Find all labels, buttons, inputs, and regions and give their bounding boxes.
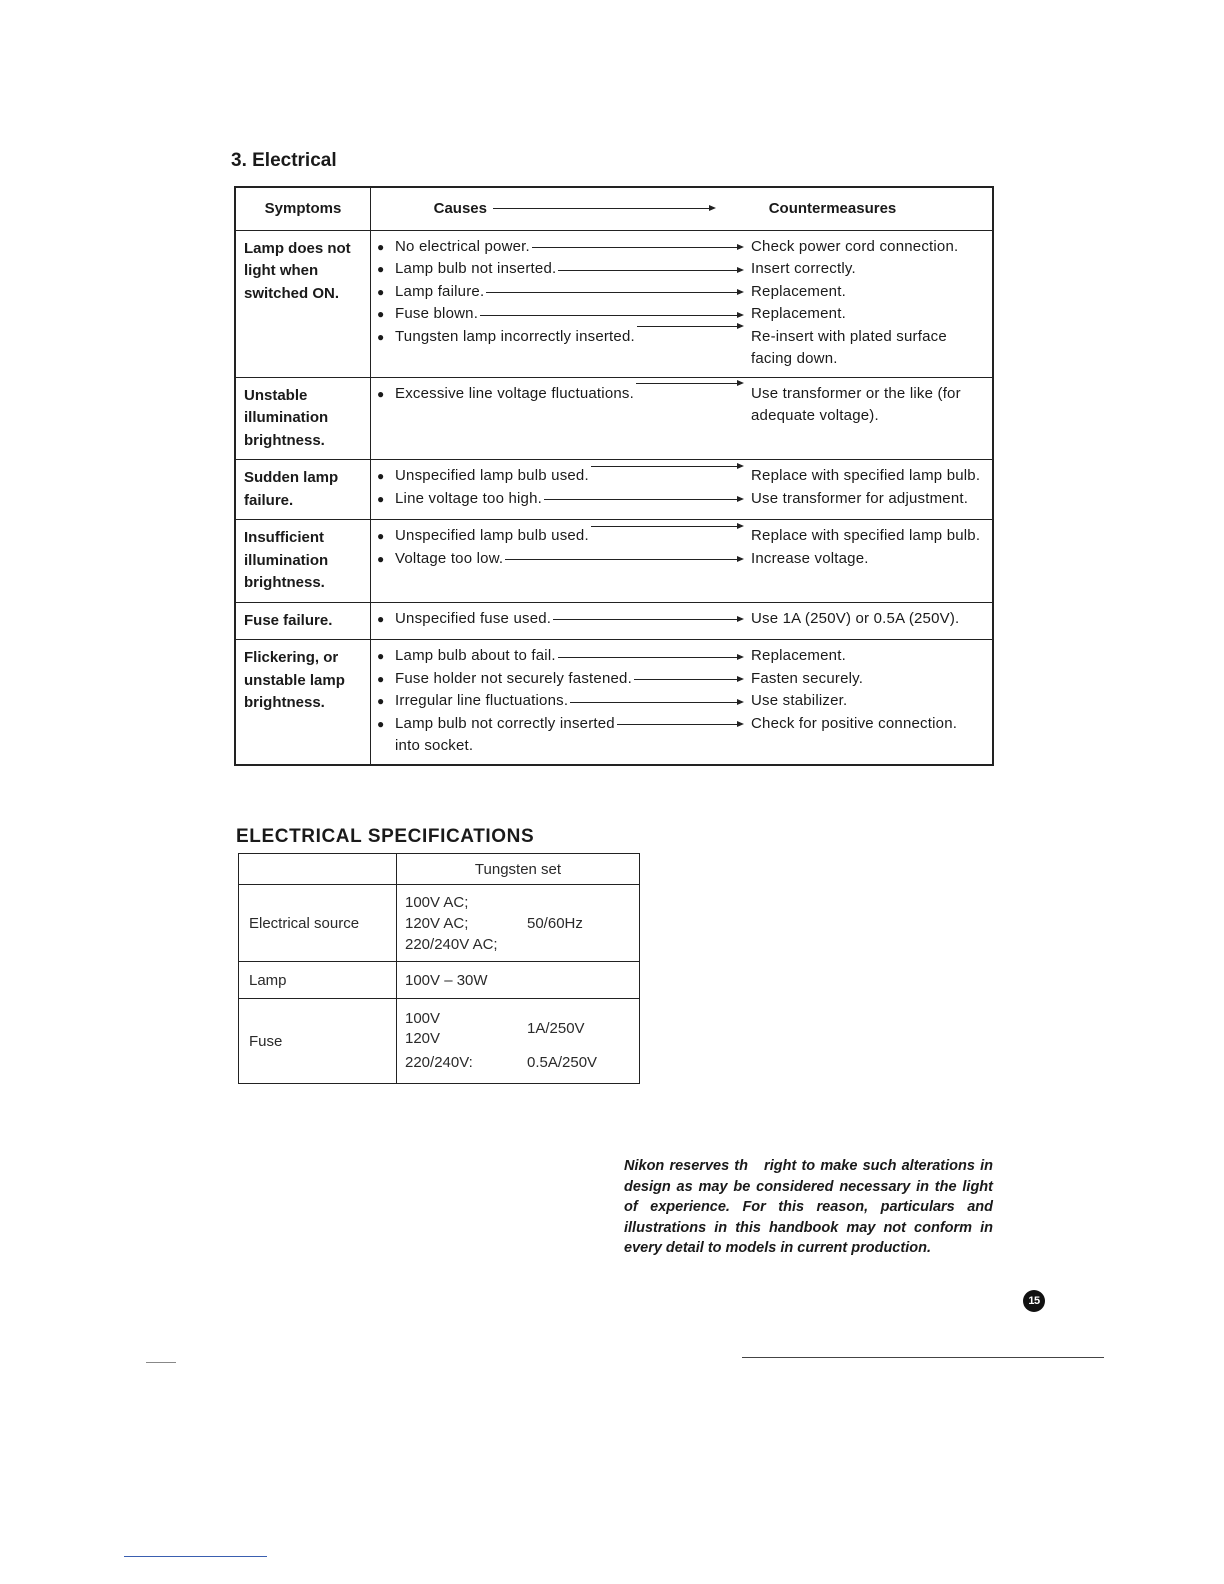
- disclaimer-note: Nikon reserves th  right to make such alterations in design as may be considered necessary in the light of experience. For this reason, particulars and illustrations in this handbook may not conform in every detail to models in current production.: [624, 1158, 993, 1257]
- divider-line: [146, 1362, 176, 1363]
- spec-rating: 0.5A/250V: [527, 1054, 598, 1071]
- cause-measure-item: [377, 281, 986, 304]
- measure-text: Increase voltage.: [751, 549, 869, 567]
- spec-value: 120V AC;: [405, 914, 469, 932]
- cause-text: No electrical power.: [395, 237, 530, 255]
- arrow-icon: [637, 326, 741, 327]
- page-number-badge: 15: [1023, 1290, 1045, 1312]
- specs-column-header: Tungsten set: [474, 860, 562, 878]
- cause-text: Voltage too low.: [395, 549, 504, 567]
- spec-label: Electrical source: [239, 885, 397, 961]
- cause-text: Unspecified lamp bulb used.: [395, 467, 589, 484]
- cause-measure-item: [377, 645, 986, 668]
- bullet-icon: ●: [377, 469, 385, 484]
- bullet-icon: ●: [377, 386, 385, 401]
- arrow-icon: [558, 657, 741, 658]
- causes-header: Causes: [433, 199, 487, 217]
- spec-value: 220/240V:: [405, 1054, 473, 1071]
- divider-line: [742, 1357, 1104, 1358]
- cause-text: into socket.: [395, 737, 474, 754]
- cause-measure-item: [377, 690, 986, 713]
- bullet-icon: ●: [377, 529, 385, 544]
- cause-measure-item: [377, 548, 986, 571]
- symptom: Unstable illumination brightness.: [236, 378, 371, 460]
- arrow-icon: [591, 526, 741, 527]
- specs-row-lamp: [239, 961, 639, 998]
- countermeasures-header: Countermeasures: [768, 199, 897, 217]
- bullet-icon: ●: [377, 491, 385, 506]
- bullet-icon: ●: [377, 671, 385, 686]
- arrow-icon: [591, 466, 741, 467]
- cause-text: Tungsten lamp incorrectly inserted.: [395, 327, 635, 345]
- trouble-row: [236, 230, 992, 377]
- cause-measure-item: [377, 236, 986, 259]
- arrow-icon: [544, 499, 741, 500]
- cause-measure-item: [377, 608, 986, 631]
- symptom: Sudden lamp failure.: [236, 460, 371, 519]
- bullet-icon: ●: [377, 716, 385, 731]
- header-arrow: [493, 208, 713, 209]
- cause-measure-item: [377, 525, 986, 548]
- measure-text: Re-insert with plated surface facing down.: [751, 327, 947, 367]
- arrow-icon: [617, 724, 741, 725]
- bullet-icon: ●: [377, 694, 385, 709]
- bullet-icon: ●: [377, 329, 385, 344]
- bullet-icon: ●: [377, 307, 385, 322]
- specs-title: ELECTRICAL SPECIFICATIONS: [236, 826, 535, 847]
- cause-text: Fuse holder not securely fastened.: [395, 669, 632, 687]
- measure-text: Replace with specified lamp bulb.: [751, 527, 981, 544]
- bullet-icon: ●: [377, 551, 385, 566]
- specs-row-electrical-source: [239, 884, 639, 961]
- arrow-icon: [636, 383, 741, 384]
- spec-frequency: 50/60Hz: [527, 914, 583, 932]
- symptom: Flickering, or unstable lamp brightness.: [236, 640, 371, 764]
- bullet-icon: ●: [377, 649, 385, 664]
- arrow-icon: [486, 292, 741, 293]
- specs-table: [238, 853, 640, 1084]
- symptom: Lamp does not light when switched ON.: [236, 231, 371, 377]
- cause-measure-item: [377, 488, 986, 511]
- measure-text: Fasten securely.: [751, 669, 864, 687]
- measure-text: Check power cord connection.: [751, 237, 959, 255]
- trouble-row: [236, 602, 992, 640]
- measure-text: Use stabilizer.: [751, 692, 848, 709]
- measure-text: Replacement.: [751, 647, 846, 664]
- arrow-icon: [558, 270, 741, 271]
- measure-text: Replacement.: [751, 282, 846, 300]
- spec-value: 100V – 30W: [405, 971, 488, 989]
- cause-text: Fuse blown.: [395, 305, 479, 322]
- cause-text: Lamp bulb not inserted.: [395, 260, 557, 277]
- symptom: Insufficient illumination brightness.: [236, 520, 371, 602]
- cause-continuation: [377, 735, 986, 758]
- cause-text: Unspecified fuse used.: [395, 609, 552, 627]
- cause-measure-item: [377, 465, 986, 488]
- spec-label: Lamp: [239, 962, 397, 998]
- symptoms-header: Symptoms: [236, 188, 371, 230]
- trouble-row: [236, 459, 992, 519]
- spec-value: 120V: [405, 1030, 441, 1047]
- cause-text: Unspecified lamp bulb used.: [395, 527, 589, 544]
- bullet-icon: ●: [377, 239, 385, 254]
- bullet-icon: ●: [377, 262, 385, 277]
- bullet-icon: ●: [377, 284, 385, 299]
- spec-value: 100V AC;: [405, 893, 469, 911]
- spec-label: Fuse: [239, 999, 397, 1083]
- cause-text: Irregular line fluctuations.: [395, 692, 569, 709]
- spec-value: 220/240V AC;: [405, 935, 498, 953]
- spec-value: 100V: [405, 1010, 441, 1027]
- arrow-icon: [532, 247, 741, 248]
- section-title: 3. Electrical: [231, 150, 337, 171]
- cause-measure-item: [377, 668, 986, 691]
- cause-text: Excessive line voltage fluctuations.: [395, 384, 634, 402]
- cause-measure-item: [377, 303, 986, 326]
- divider-line: [124, 1556, 267, 1557]
- arrow-icon: [480, 315, 741, 316]
- troubleshooting-header-row: [236, 188, 992, 230]
- symptom: Fuse failure.: [236, 603, 371, 640]
- measure-text: Use 1A (250V) or 0.5A (250V).: [751, 609, 960, 627]
- measure-text: Use transformer for adjustment.: [751, 489, 969, 507]
- arrow-icon: [634, 679, 741, 680]
- measure-text: Use transformer or the like (for adequate voltage).: [751, 384, 961, 424]
- cause-text: Lamp bulb not correctly inserted: [395, 714, 615, 732]
- measure-text: Replace with specified lamp bulb.: [751, 467, 981, 484]
- cause-measure-item: [377, 713, 986, 736]
- bullet-icon: ●: [377, 611, 385, 626]
- trouble-row: [236, 519, 992, 602]
- cause-text: Line voltage too high.: [395, 489, 543, 507]
- cause-measure-item: [377, 258, 986, 281]
- specs-row-fuse: [239, 998, 639, 1083]
- measure-text: Check for positive connection.: [751, 714, 958, 732]
- cause-text: Lamp bulb about to fail.: [395, 647, 556, 664]
- arrow-icon: [553, 619, 741, 620]
- trouble-row: [236, 639, 992, 764]
- trouble-row: [236, 377, 992, 460]
- measure-text: Replacement.: [751, 305, 846, 322]
- cause-measure-item: [377, 326, 986, 371]
- specs-header-row: [239, 854, 639, 884]
- arrow-icon: [570, 702, 741, 703]
- measure-text: Insert correctly.: [751, 260, 856, 277]
- cause-measure-item: [377, 383, 986, 428]
- arrow-icon: [505, 559, 741, 560]
- troubleshooting-table: [234, 186, 994, 766]
- spec-rating: 1A/250V: [527, 1020, 585, 1037]
- cause-text: Lamp failure.: [395, 282, 485, 300]
